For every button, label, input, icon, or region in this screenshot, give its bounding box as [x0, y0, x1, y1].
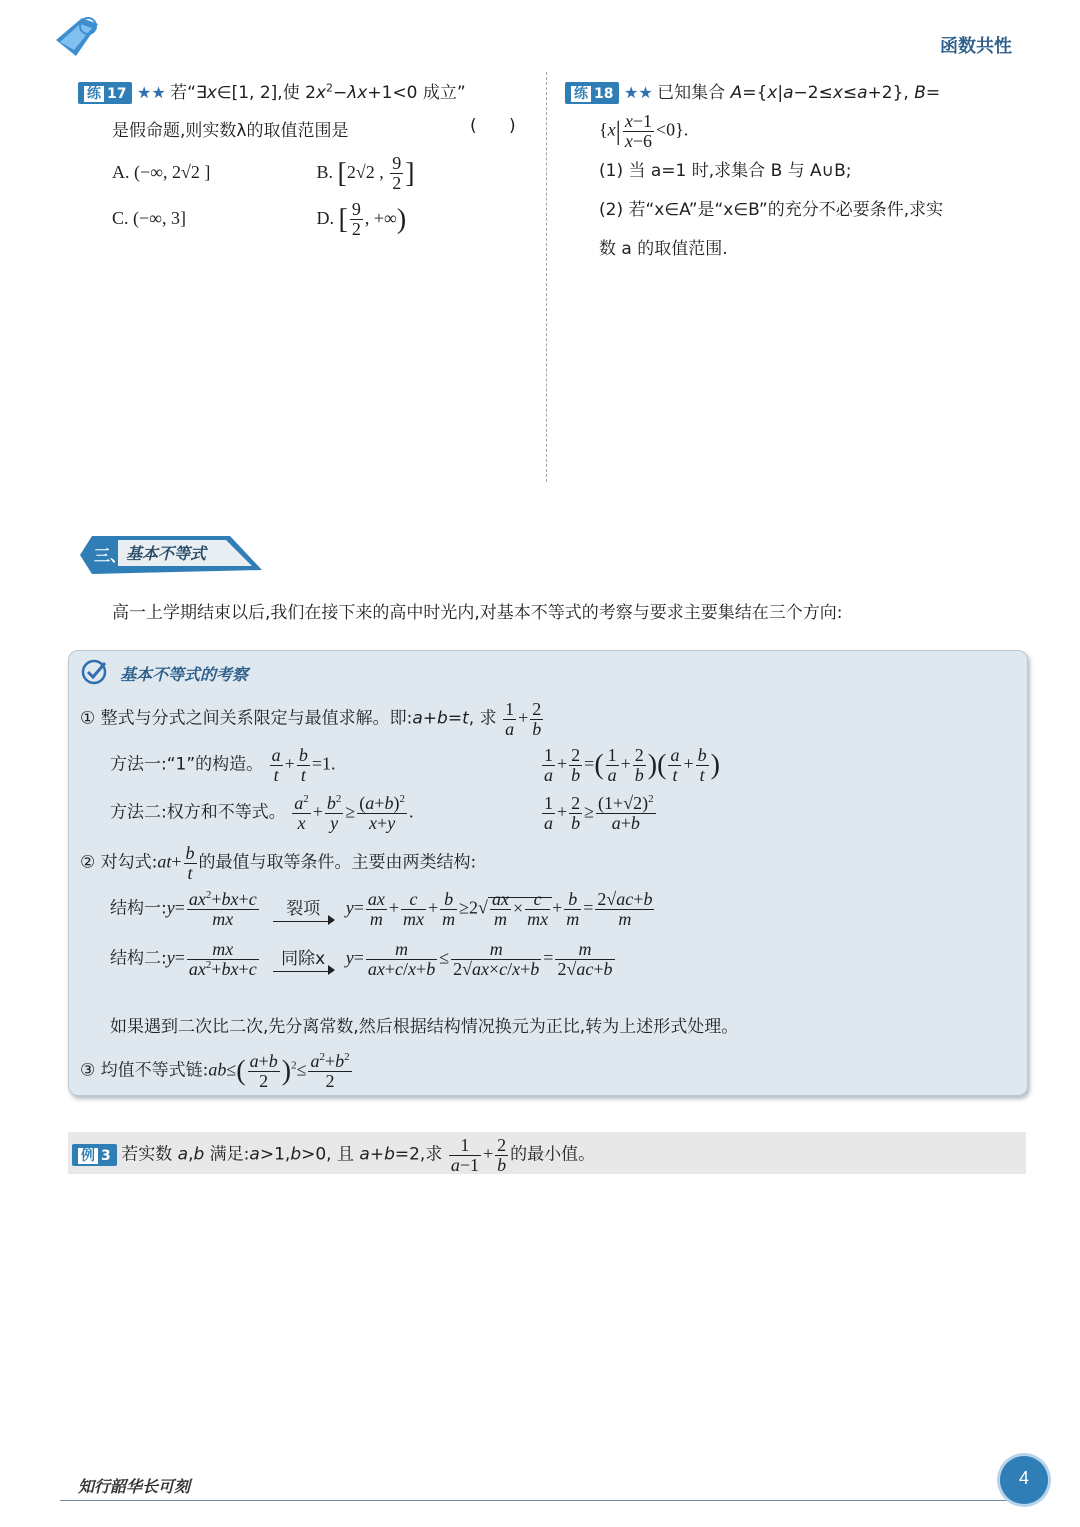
option-b[interactable]: B. [2√2 , $\frac{9}{2}$ ]: [316, 153, 415, 193]
box-title: 基本不等式的考察: [120, 665, 249, 684]
example-3-tag: 例 3: [72, 1144, 117, 1166]
answer-blank: ( ): [470, 116, 516, 136]
divide-arrow: 同除x: [273, 944, 333, 972]
difficulty-stars: ★★: [136, 85, 166, 102]
question-2-cont: 数 a 的取值范围.: [599, 239, 728, 259]
item-2: ② 对勾式:at+ $\frac{b}{t}$ 的最值与取等条件。主要由两类结构:: [80, 843, 477, 883]
section-banner: [80, 536, 265, 574]
split-arrow: 裂项: [273, 894, 333, 922]
method-1: 方法一:“1”的构造。 $\frac{a}{t}$ + $\frac{b}{t}$ =1.: [110, 745, 336, 785]
structure-1: 结构一:y= $\frac{ax^2+bx+c}{mx}$ 裂项 y= $\frac{ax}{m}$ + $\frac{c}{mx}$ + $\frac{b}{m}$ ≥2√ $\frac{ax}{m}$ × $\frac{c}{mx}$ + $\frac{b}{m}$ = $\frac{2√ac+b}{m}$: [110, 889, 653, 929]
question-1: (1) 当 a=1 时,求集合 B 与 A∪B;: [599, 161, 852, 181]
page-number: 4: [1018, 1468, 1029, 1488]
section-intro: 高一上学期结束以后,我们在接下来的高中时光内,对基本不等式的考察与要求主要集结在三个方向:: [112, 603, 843, 623]
check-icon: [80, 658, 108, 690]
option-c[interactable]: C. (−∞, 3]: [112, 207, 186, 228]
problem-18: 练 18 ★★ 已知集合 A={x|a−2≤x≤a+2}, B= {x| $\frac{x-1}{x-6}$ <0}. (1) 当 a=1 时,求集合 B 与 A∪B; (2) 若“x∈A”是“x∈B”的充分不必要条件,求实 数 a 的取值范围.: [565, 78, 1025, 259]
problem-18-tag: 练 18: [565, 82, 619, 104]
logo-icon: [52, 12, 102, 62]
problem-17: 练 17 ★★ 若“∃x∈[1, 2],使 $2x^2-\lambda x+1<0$ 成立” 是假命题,则实数λ的取值范围是 ( ) A. (−∞, 2√2 ] B. [2√2 , $\frac{9}{2}$ ] C. (−∞, 3] D. [ $\frac{9}{2}$ , +∞): [78, 78, 533, 240]
page-number-badge: [1000, 1456, 1048, 1504]
method-1-rhs: $\frac{1}{a}$ + $\frac{2}{b}$ =( $\frac{1}{a}$ + $\frac{2}{b}$ )( $\frac{a}{t}$ + $\frac{b}{t}$ ): [544, 745, 720, 785]
footer-rule: [60, 1500, 1010, 1501]
method-2-rhs: $\frac{1}{a}$ + $\frac{2}{b}$ ≥ $\frac{(1+√2)^2}{a+b}$: [544, 793, 654, 833]
problem-17-stem: 是假命题,则实数λ的取值范围是: [112, 121, 349, 141]
example-3: 例 3 若实数 a,b 满足:a>1,b>0, 且 a+b=2,求 $\frac{1}{a-1}$ + $\frac{2}{b}$ 的最小值。: [72, 1136, 595, 1175]
section-title: 基本不等式: [126, 544, 207, 563]
item-1: ① 整式与分式之间关系限定与最值求解。即:a+b=t, 求 $\frac{1}{a}$ + $\frac{2}{b}$: [80, 699, 542, 739]
option-d[interactable]: D. [ $\frac{9}{2}$ , +∞): [316, 199, 407, 239]
difficulty-stars: ★★: [623, 85, 653, 102]
problem-17-tag: 练 17: [78, 82, 132, 104]
column-divider: [546, 72, 547, 482]
option-a[interactable]: A. (−∞, 2√2 ]: [112, 161, 211, 182]
item-3: ③ 均值不等式链:ab≤( $\frac{a+b}{2}$ )$^2$≤ $\frac{a^2+b^2}{2}$: [80, 1051, 350, 1091]
structure-2: 结构二:y= $\frac{mx}{ax^2+bx+c}$ 同除x y= $\frac{m}{ax+c/x+b}$ ≤ $\frac{m}{2√ax\times c/x+b}$ = $\frac{m}{2√ac+b}$: [110, 939, 613, 979]
section-badge: 三、: [94, 546, 127, 565]
question-2: (2) 若“x∈A”是“x∈B”的充分不必要条件,求实: [599, 200, 944, 220]
logo: [52, 12, 102, 62]
running-title: 函数共性: [940, 36, 1012, 57]
set-b-definition: {x| $\frac{x-1}{x-6}$ <0}.: [599, 111, 689, 151]
note: 如果遇到二次比二次,先分离常数,然后根据结构情况换元为正比,转为上述形式处理。: [110, 1017, 739, 1037]
footer-motto: 知行韶华长可刻: [78, 1477, 191, 1496]
method-2: 方法二:权方和不等式。 $\frac{a^2}{x}$ + $\frac{b^2}{y}$ ≥ $\frac{(a+b)^2}{x+y}$ .: [110, 793, 414, 833]
